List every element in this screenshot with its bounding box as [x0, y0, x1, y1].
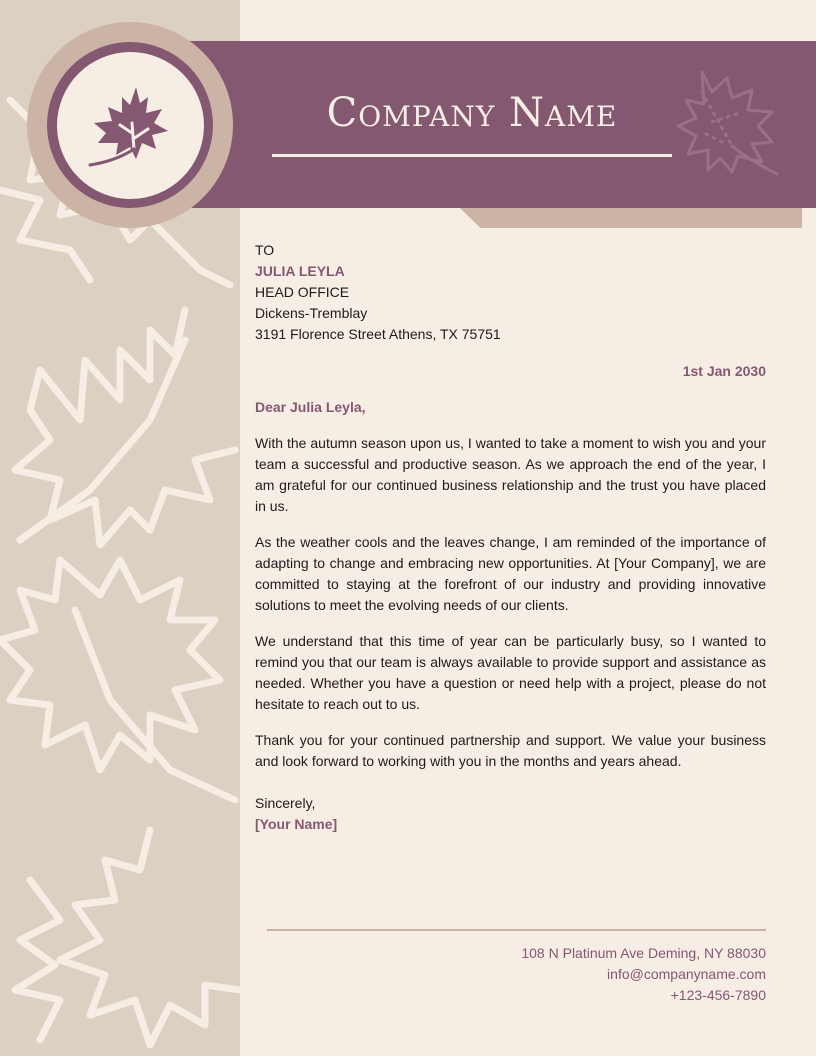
paragraph: We understand that this time of year can be particularly busy, so I wanted to remind you that our team is always available to provide support and assistance as needed. Whether you have a question or need help with a project, please do not hesitate to reach out to us. [255, 633, 766, 712]
footer-address: 108 N Platinum Ave Deming, NY 88030 [521, 945, 766, 961]
footer-email[interactable]: info@companyname.com [607, 966, 766, 982]
leaf-outline-icon [0, 560, 235, 800]
recipient-company: Dickens-Tremblay [255, 305, 368, 321]
paragraph: Thank you for your continued partnership and support. We value your business and look forward to working with you in the months and years ahead. [255, 732, 766, 769]
letter-date: 1st Jan 2030 [682, 363, 766, 379]
footer-phone[interactable]: +123-456-7890 [670, 987, 766, 1003]
footer-contact [420, 943, 766, 1006]
leaf-outline-icon [15, 830, 240, 1045]
paragraph: As the weather cools and the leaves change, I am reminded of the importance of adapting to change and embracing new opportunities. At [Your Company], we are committed to staying at the forefront of our industry and providing innovative solutions to meet the evolving needs of our clients. [255, 534, 766, 613]
recipient-name: JULIA LEYLA [255, 263, 345, 279]
recipient-address: 3191 Florence Street Athens, TX 75751 [255, 326, 501, 342]
company-name: Company Name [326, 90, 618, 136]
logo [57, 52, 204, 199]
closing: Sincerely, [255, 795, 316, 811]
greeting: Dear Julia Leyla, [255, 399, 366, 415]
recipient-block [255, 240, 766, 345]
footer-divider [267, 929, 766, 931]
maple-leaf-icon [86, 83, 176, 169]
letter-paragraphs [255, 433, 766, 772]
maple-leaf-outline-icon [672, 62, 782, 182]
title-underline [272, 154, 672, 157]
signature: [Your Name] [255, 816, 338, 832]
leaf-outline-icon [15, 310, 235, 545]
recipient-office: HEAD OFFICE [255, 284, 350, 300]
paragraph: With the autumn season upon us, I wanted to take a moment to wish you and your team a successful and productive season. As we approach the end of the year, I am grateful for our continued business relationship and the trust you have placed in us. [255, 435, 766, 514]
letter-body [255, 240, 766, 835]
to-label: TO [255, 242, 275, 258]
header-shadow-strip [460, 208, 802, 228]
